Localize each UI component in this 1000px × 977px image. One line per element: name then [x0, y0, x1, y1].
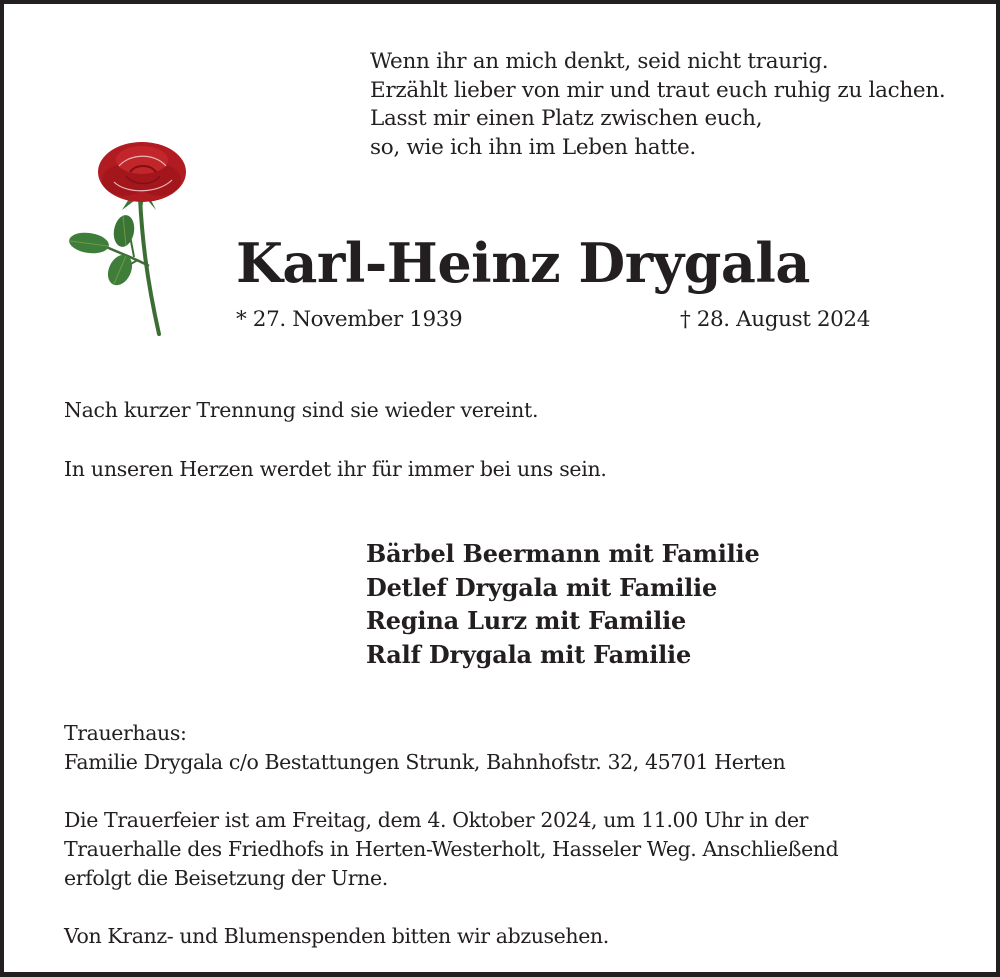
- poem-line: Wenn ihr an mich denkt, seid nicht traurig.: [370, 49, 829, 74]
- message-reunited: Nach kurzer Trennung sind sie wieder vereint.: [64, 398, 539, 422]
- mourner-entry: Ralf Drygala mit Familie: [366, 639, 692, 669]
- poem-line: Lasst mir einen Platz zwischen euch,: [370, 106, 763, 132]
- mourner-entry: Regina Lurz mit Familie: [366, 606, 687, 635]
- mourners-list: [366, 537, 760, 671]
- service-details: [64, 719, 838, 951]
- memorial-poem: [370, 48, 945, 162]
- mourning-house-address: Familie Drygala c/o Bestattungen Strunk, Bahnhofstr. 32, 45701 Herten: [64, 750, 786, 774]
- message-hearts: In unseren Herzen werdet ihr für immer bei uns sein.: [64, 457, 607, 481]
- birth-date: * 27. November 1939: [236, 307, 463, 332]
- poem-line: so, wie ich ihn im Leben hatte.: [370, 134, 696, 160]
- poem-line: Erzählt lieber von mir und traut euch ruhig zu lachen.: [370, 77, 946, 103]
- spacer: [64, 777, 838, 806]
- spacer: [64, 893, 838, 922]
- rose-icon: [64, 136, 194, 336]
- death-date: † 28. August 2024: [679, 307, 870, 332]
- service-line: Die Trauerfeier ist am Freitag, dem 4. Oktober 2024, um 11.00 Uhr in der: [64, 808, 809, 832]
- mourner-entry: Bärbel Beermann mit Familie: [366, 539, 760, 568]
- deceased-name: Karl-Heinz Drygala: [236, 231, 810, 295]
- service-line: erfolgt die Beisetzung der Urne.: [64, 866, 388, 890]
- mourner-entry: Detlef Drygala mit Familie: [366, 572, 718, 602]
- service-line: Trauerhalle des Friedhofs in Herten-Westerholt, Hasseler Weg. Anschließend: [64, 837, 839, 861]
- mourning-house-label: Trauerhaus:: [64, 721, 187, 745]
- donation-note: Von Kranz- und Blumenspenden bitten wir abzusehen.: [64, 924, 609, 948]
